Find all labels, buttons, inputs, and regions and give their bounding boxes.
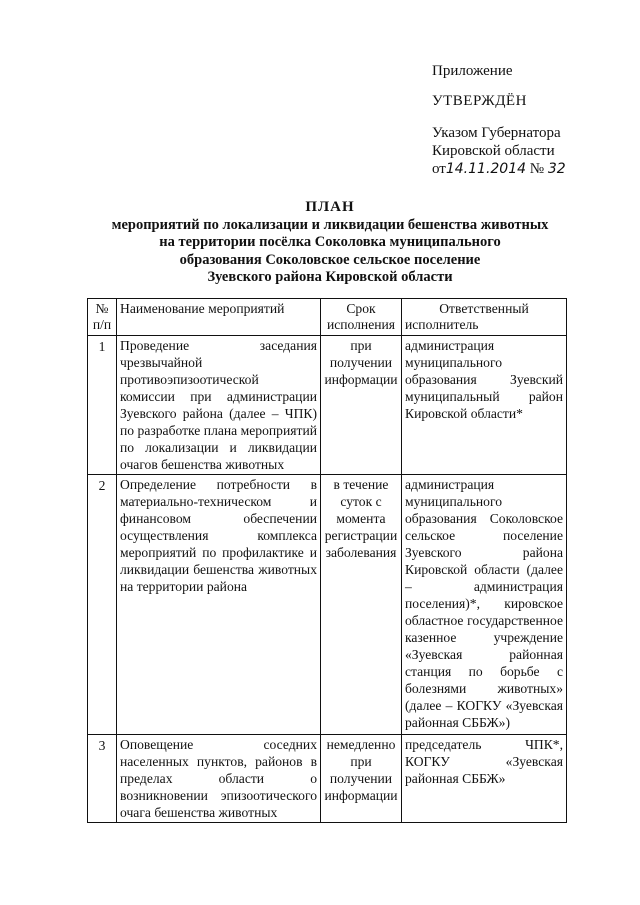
row-name: Оповещение соседних населенных пунктов, районов в пределах области о возникновении эпизоотического очага бешенства животных: [117, 735, 321, 823]
row-responsible: администрация муниципального образования Зуевский муниципальный район Кировской области*: [402, 336, 567, 475]
header-num: № п/п: [88, 299, 117, 336]
table-row: [88, 735, 567, 823]
appendix-label: Приложение: [432, 63, 513, 79]
table-row: [88, 336, 567, 475]
decree-line-2: Кировской области: [432, 143, 555, 159]
table-header-row: [88, 299, 567, 336]
header-name: Наименование мероприятий: [117, 299, 321, 336]
title-main: ПЛАН: [305, 199, 355, 215]
row-responsible: администрация муниципального образования Соколовское сельское поселение Зуевского района Кировской области (далее – администрация поселения)*, кировское областное государственное казенное учреждение «Зуевская районная станция по борьбе с болезнями животных» (далее – КОГКУ «Зуевская районная СББЖ»): [402, 475, 567, 735]
header-responsible: Ответственный исполнитель: [402, 299, 567, 336]
plan-table: [87, 298, 567, 823]
decree-date-line: [432, 160, 566, 178]
title-line-4: Зуевского района Кировской области: [207, 269, 453, 285]
table-row: [88, 475, 567, 735]
row-term: при получении информации: [321, 336, 402, 475]
row-term: немедленно при получении информации: [321, 735, 402, 823]
decree-number: 32: [547, 161, 566, 177]
decree-line-1: Указом Губернатора: [432, 125, 561, 141]
row-num: 2: [88, 475, 117, 735]
row-num: 3: [88, 735, 117, 823]
date-prefix: от: [432, 161, 446, 177]
document-title: [80, 199, 580, 287]
title-line-3: образования Соколовское сельское поселение: [179, 251, 481, 268]
row-term: в течение суток с момента регистрации заболевания: [321, 475, 402, 735]
approved-stamp-text: УТВЕРЖДЁН: [432, 93, 527, 109]
decree-date: 14.11.2014: [445, 161, 527, 177]
row-num: 1: [88, 336, 117, 475]
title-line-2: на территории посёлка Соколовка муниципального: [159, 234, 501, 250]
row-name: Определение потребности в материально-техническом и финансовом обеспечении осуществления комплекса мероприятий по профилактике и ликвидации бешенства животных на территории района: [117, 475, 321, 735]
row-responsible: председатель ЧПК*, КОГКУ «Зуевская районная СББЖ»: [402, 735, 567, 823]
header-term: Срок исполнения: [321, 299, 402, 336]
row-name: Проведение заседания чрезвычайной противоэпизоотической комиссии при администрации Зуевского района (далее – ЧПК) по разработке плана мероприятий по локализации и ликвидации очагов бешенства животных: [117, 336, 321, 475]
approval-block: [432, 62, 566, 178]
number-prefix: №: [529, 161, 545, 177]
title-line-1: мероприятий по локализации и ликвидации бешенства животных: [111, 216, 549, 233]
